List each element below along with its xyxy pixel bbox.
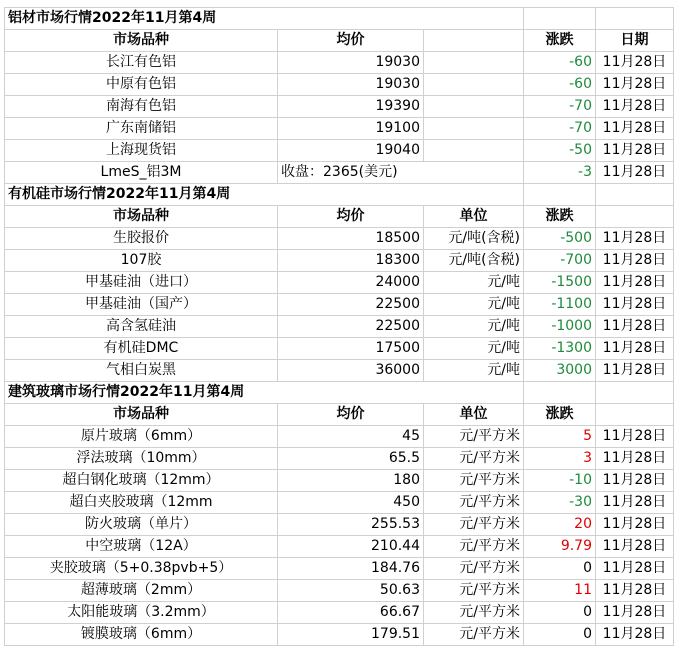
column-header[interactable]: 涨跌 [524, 206, 596, 228]
date-cell[interactable]: 11月28日 [596, 514, 674, 536]
product-name-cell[interactable]: 长江有色铝 [5, 52, 278, 74]
product-name-cell[interactable]: 中原有色铝 [5, 74, 278, 96]
product-name-cell[interactable]: 超白钢化玻璃（12mm） [5, 470, 278, 492]
column-header[interactable]: 均价 [278, 30, 424, 52]
change-cell[interactable]: -50 [524, 140, 596, 162]
unit-cell[interactable]: 元/平方米 [424, 492, 524, 514]
column-header[interactable]: 均价 [278, 206, 424, 228]
price-cell[interactable]: 22500 [278, 316, 424, 338]
date-cell[interactable]: 11月28日 [596, 316, 674, 338]
section-title[interactable]: 建筑玻璃市场行情2022年11月第4周 [5, 382, 424, 404]
table-row [5, 228, 674, 250]
change-cell[interactable]: 5 [524, 426, 596, 448]
product-name-cell[interactable]: 太阳能玻璃（3.2mm） [5, 602, 278, 624]
date-cell[interactable]: 11月28日 [596, 228, 674, 250]
column-header[interactable]: 涨跌 [524, 30, 596, 52]
date-cell[interactable]: 11月28日 [596, 448, 674, 470]
column-header[interactable]: 单位 [424, 206, 524, 228]
change-cell[interactable]: 0 [524, 602, 596, 624]
column-header[interactable]: 市场品种 [5, 206, 278, 228]
empty-cell[interactable] [596, 382, 674, 404]
price-cell[interactable]: 65.5 [278, 448, 424, 470]
column-header[interactable]: 市场品种 [5, 404, 278, 426]
column-header[interactable]: 日期 [596, 30, 674, 52]
change-cell[interactable]: -1500 [524, 272, 596, 294]
date-cell[interactable]: 11月28日 [596, 118, 674, 140]
price-cell[interactable]: 18300 [278, 250, 424, 272]
empty-cell[interactable] [596, 8, 674, 30]
date-cell[interactable]: 11月28日 [596, 294, 674, 316]
price-cell[interactable]: 17500 [278, 338, 424, 360]
table-row [5, 118, 674, 140]
unit-cell[interactable]: 元/吨 [424, 316, 524, 338]
product-name-cell[interactable]: 广东南储铝 [5, 118, 278, 140]
date-cell[interactable]: 11月28日 [596, 558, 674, 580]
change-cell[interactable]: -1100 [524, 294, 596, 316]
price-cell[interactable]: 19100 [278, 118, 424, 140]
change-cell[interactable]: -60 [524, 74, 596, 96]
table-row [5, 140, 674, 162]
change-cell[interactable]: -1300 [524, 338, 596, 360]
table-row [5, 580, 674, 602]
empty-cell[interactable] [524, 382, 596, 404]
date-cell[interactable]: 11月28日 [596, 140, 674, 162]
product-name-cell[interactable]: 107胶 [5, 250, 278, 272]
table-row [5, 250, 674, 272]
unit-cell[interactable]: 元/吨(含税) [424, 228, 524, 250]
table-row [5, 426, 674, 448]
product-name-cell[interactable]: 原片玻璃（6mm） [5, 426, 278, 448]
date-cell[interactable]: 11月28日 [596, 96, 674, 118]
empty-cell[interactable] [424, 8, 524, 30]
product-name-cell[interactable]: 高含氢硅油 [5, 316, 278, 338]
column-header[interactable]: 涨跌 [524, 404, 596, 426]
table-row [5, 272, 674, 294]
price-cell[interactable]: 180 [278, 470, 424, 492]
header-row [5, 404, 674, 426]
price-cell[interactable]: 179.51 [278, 624, 424, 646]
close-price-cell[interactable]: 收盘：2365(美元) [278, 162, 524, 184]
price-cell[interactable]: 50.63 [278, 580, 424, 602]
change-cell[interactable]: -500 [524, 228, 596, 250]
unit-cell[interactable] [424, 74, 524, 96]
change-cell[interactable]: 3 [524, 448, 596, 470]
date-cell[interactable]: 11月28日 [596, 74, 674, 96]
table-row [5, 162, 674, 184]
change-cell[interactable]: -30 [524, 492, 596, 514]
product-name-cell[interactable]: 南海有色铝 [5, 96, 278, 118]
unit-cell[interactable]: 元/平方米 [424, 536, 524, 558]
product-name-cell[interactable]: 有机硅DMC [5, 338, 278, 360]
change-cell[interactable]: 0 [524, 558, 596, 580]
product-name-cell[interactable]: 甲基硅油（国产） [5, 294, 278, 316]
price-cell[interactable]: 450 [278, 492, 424, 514]
price-cell[interactable]: 255.53 [278, 514, 424, 536]
date-cell[interactable]: 11月28日 [596, 426, 674, 448]
price-cell[interactable]: 19030 [278, 52, 424, 74]
unit-cell[interactable]: 元/平方米 [424, 602, 524, 624]
table-row [5, 52, 674, 74]
unit-cell[interactable]: 元/平方米 [424, 426, 524, 448]
table-row [5, 448, 674, 470]
unit-cell[interactable]: 元/平方米 [424, 514, 524, 536]
empty-cell[interactable] [596, 184, 674, 206]
section-title-row [5, 184, 674, 206]
header-row [5, 206, 674, 228]
date-cell[interactable]: 11月28日 [596, 536, 674, 558]
product-name-cell[interactable]: 生胶报价 [5, 228, 278, 250]
price-cell[interactable]: 66.67 [278, 602, 424, 624]
change-cell[interactable]: -10 [524, 470, 596, 492]
column-header[interactable] [424, 30, 524, 52]
price-table [4, 7, 674, 646]
unit-cell[interactable]: 元/平方米 [424, 448, 524, 470]
product-name-cell[interactable]: 上海现货铝 [5, 140, 278, 162]
unit-cell[interactable] [424, 96, 524, 118]
table-row [5, 96, 674, 118]
table-row [5, 294, 674, 316]
table-row [5, 360, 674, 382]
unit-cell[interactable]: 元/吨 [424, 360, 524, 382]
date-cell[interactable]: 11月28日 [596, 52, 674, 74]
column-header[interactable]: 均价 [278, 404, 424, 426]
section-title[interactable]: 铝材市场行情2022年11月第4周 [5, 8, 424, 30]
change-cell[interactable]: -60 [524, 52, 596, 74]
table-row [5, 338, 674, 360]
empty-cell[interactable] [424, 382, 524, 404]
price-cell[interactable]: 19030 [278, 74, 424, 96]
empty-cell[interactable] [424, 184, 524, 206]
change-cell[interactable]: -700 [524, 250, 596, 272]
price-cell[interactable]: 19390 [278, 96, 424, 118]
date-cell[interactable]: 11月28日 [596, 250, 674, 272]
product-name-cell[interactable]: 气相白炭黑 [5, 360, 278, 382]
price-cell[interactable]: 24000 [278, 272, 424, 294]
price-cell[interactable]: 18500 [278, 228, 424, 250]
date-cell[interactable]: 11月28日 [596, 272, 674, 294]
date-cell[interactable]: 11月28日 [596, 602, 674, 624]
change-cell[interactable]: 20 [524, 514, 596, 536]
change-cell[interactable]: -70 [524, 96, 596, 118]
date-cell[interactable]: 11月28日 [596, 338, 674, 360]
price-cell[interactable]: 22500 [278, 294, 424, 316]
product-name-cell[interactable]: 中空玻璃（12A） [5, 536, 278, 558]
product-name-cell[interactable]: 镀膜玻璃（6mm） [5, 624, 278, 646]
price-cell[interactable]: 45 [278, 426, 424, 448]
price-cell[interactable]: 36000 [278, 360, 424, 382]
product-name-cell[interactable]: 防火玻璃（单片） [5, 514, 278, 536]
change-cell[interactable]: 11 [524, 580, 596, 602]
unit-cell[interactable] [424, 118, 524, 140]
column-header[interactable] [596, 206, 674, 228]
section-title-row [5, 382, 674, 404]
table-row [5, 602, 674, 624]
date-cell[interactable]: 11月28日 [596, 470, 674, 492]
column-header[interactable]: 市场品种 [5, 30, 278, 52]
product-name-cell[interactable]: 甲基硅油（进口） [5, 272, 278, 294]
section-title[interactable]: 有机硅市场行情2022年11月第4周 [5, 184, 424, 206]
product-name-cell[interactable]: 超薄玻璃（2mm） [5, 580, 278, 602]
change-cell[interactable]: -70 [524, 118, 596, 140]
table-row [5, 514, 674, 536]
column-header[interactable]: 单位 [424, 404, 524, 426]
date-cell[interactable]: 11月28日 [596, 580, 674, 602]
column-header[interactable] [596, 404, 674, 426]
unit-cell[interactable]: 元/平方米 [424, 470, 524, 492]
table-row [5, 624, 674, 646]
product-name-cell[interactable]: 浮法玻璃（10mm） [5, 448, 278, 470]
product-name-cell[interactable]: 超白夹胶玻璃（12mm [5, 492, 278, 514]
unit-cell[interactable]: 元/吨 [424, 338, 524, 360]
product-name-cell[interactable]: 夹胶玻璃（5+0.38pvb+5） [5, 558, 278, 580]
date-cell[interactable]: 11月28日 [596, 624, 674, 646]
table-row [5, 74, 674, 96]
change-cell[interactable]: 3000 [524, 360, 596, 382]
change-cell[interactable]: 9.79 [524, 536, 596, 558]
price-cell[interactable]: 210.44 [278, 536, 424, 558]
unit-cell[interactable] [424, 52, 524, 74]
date-cell[interactable]: 11月28日 [596, 492, 674, 514]
unit-cell[interactable]: 元/平方米 [424, 558, 524, 580]
unit-cell[interactable] [424, 140, 524, 162]
empty-cell[interactable] [524, 8, 596, 30]
unit-cell[interactable]: 元/平方米 [424, 580, 524, 602]
table-row [5, 558, 674, 580]
table-row [5, 536, 674, 558]
price-cell[interactable]: 184.76 [278, 558, 424, 580]
table-row [5, 492, 674, 514]
unit-cell[interactable]: 元/平方米 [424, 624, 524, 646]
price-cell[interactable]: 19040 [278, 140, 424, 162]
date-cell[interactable]: 11月28日 [596, 162, 674, 184]
change-cell[interactable]: -3 [524, 162, 596, 184]
date-cell[interactable]: 11月28日 [596, 360, 674, 382]
unit-cell[interactable]: 元/吨 [424, 272, 524, 294]
change-cell[interactable]: -1000 [524, 316, 596, 338]
change-cell[interactable]: 0 [524, 624, 596, 646]
unit-cell[interactable]: 元/吨(含税) [424, 250, 524, 272]
header-row [5, 30, 674, 52]
section-title-row [5, 8, 674, 30]
table-row [5, 316, 674, 338]
table-row [5, 470, 674, 492]
empty-cell[interactable] [524, 184, 596, 206]
unit-cell[interactable]: 元/吨 [424, 294, 524, 316]
product-name-cell[interactable]: LmeS_铝3M [5, 162, 278, 184]
